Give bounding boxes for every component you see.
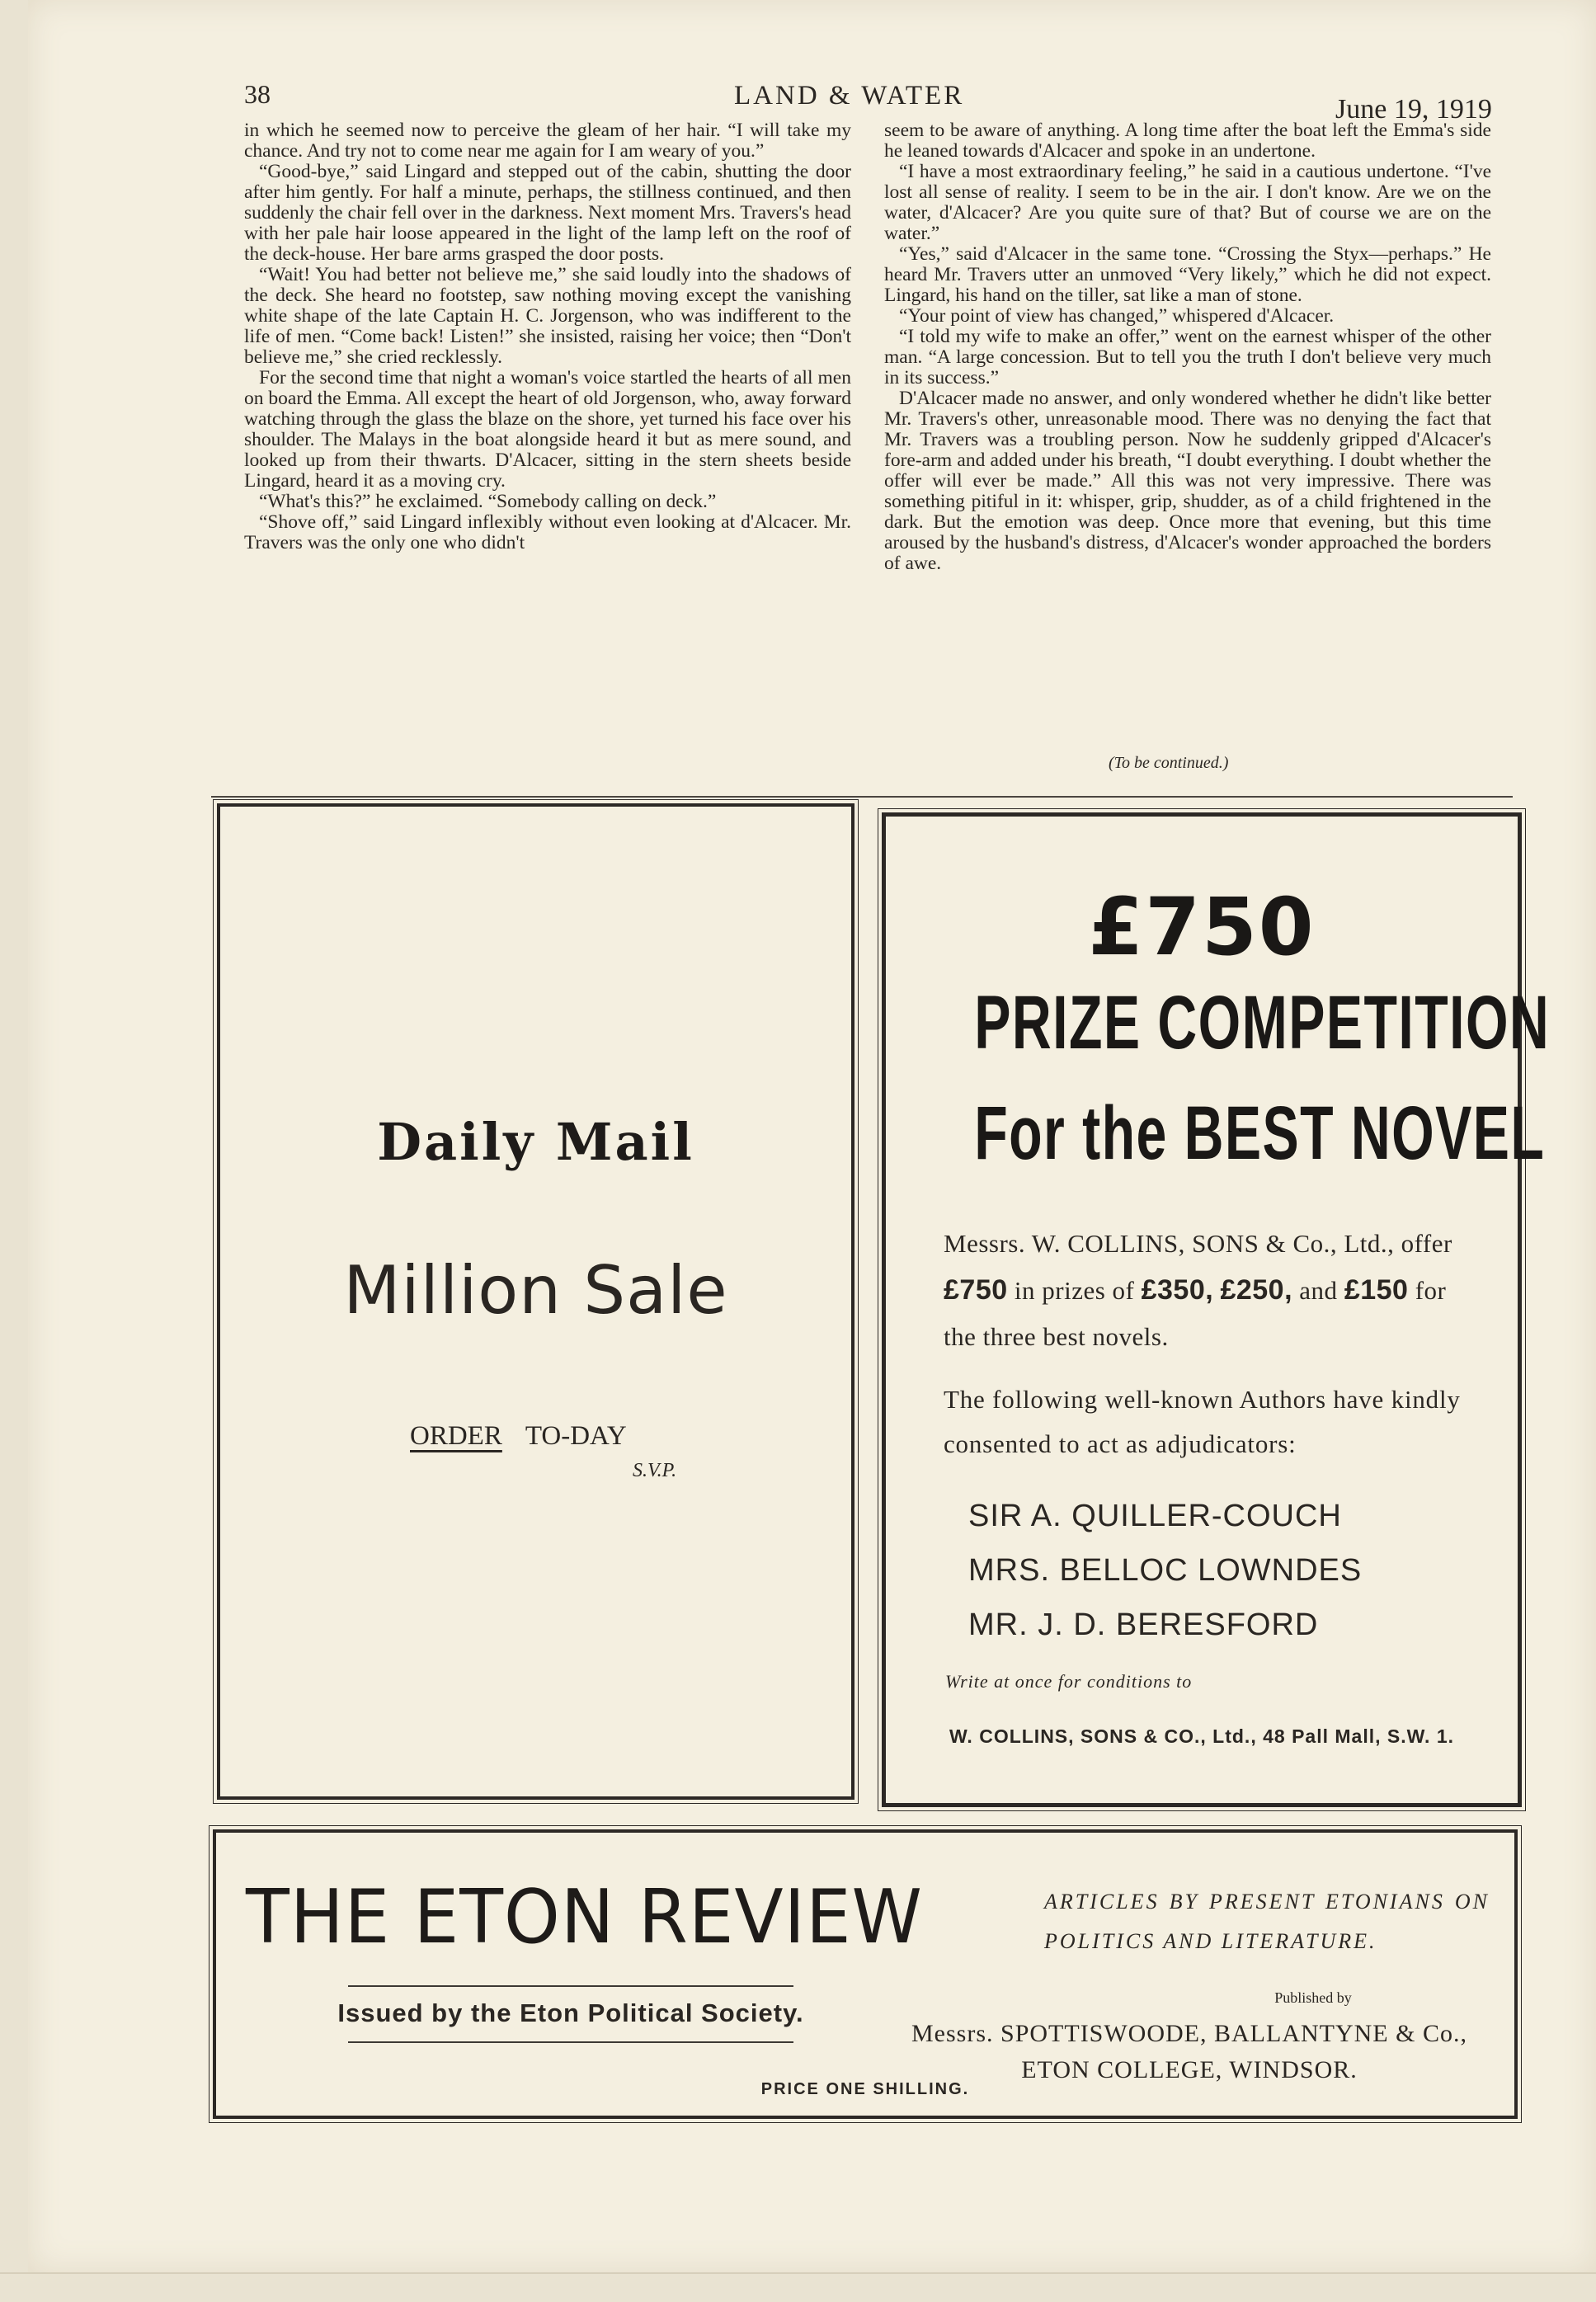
story-paragraph: “What's this?” he exclaimed. “Somebody calling on deck.” [259, 491, 717, 512]
million-sale-headline: Million Sale [343, 1252, 728, 1329]
story-paragraph: in which he seemed now to perceive the gleam of her hair. “I will take my chance. And try not to come near me again for I am weary of you.” [244, 120, 851, 162]
offer-lead: Messrs. W. COLLINS, SONS & Co., Ltd., offer [944, 1229, 1452, 1258]
story-paragraph: seem to be aware of anything. A long time after the boat left the Emma's side he leaned towards d'Alcacer and spoke in an undertone. [884, 120, 1491, 162]
page-bottom-edge [0, 2272, 1596, 2302]
daily-mail-masthead: Daily Mail [377, 1112, 694, 1172]
prize-first: £350, [1141, 1274, 1214, 1306]
page-binding-edge [0, 0, 30, 2300]
prize-offer-text [944, 1221, 1471, 1360]
svp-note: S.V.P. [633, 1460, 677, 1481]
offer-tail: for the three best novels. [944, 1276, 1447, 1351]
best-novel-subhead: For the BEST NOVEL [974, 1091, 1546, 1175]
today-word: TO-DAY [525, 1421, 627, 1451]
story-paragraph: “I told my wife to make an offer,” went on the earnest whisper of the other man. “A large concession. But to tell you the truth I don't believe very much in its success.” [884, 326, 1491, 388]
eton-review-title: THE ETON REVIEW [246, 1874, 923, 1961]
publisher-block [876, 2016, 1503, 2088]
story-paragraph: “Yes,” said d'Alcacer in the same tone. “Crossing the Styx—perhaps.” He heard Mr. Travers utter an unmoved “Very likely,” which he did not expect. Lingard, his hand on the tiller, sat like a man of stone. [884, 243, 1491, 306]
collins-prize-advertisement [882, 812, 1551, 1807]
page-number: 38 [244, 79, 271, 109]
story-paragraph: “I have a most extraordinary feeling,” he said in a cautious undertone. “I've lost all sense of reality. I seem to be in the air. I don't know. Are we on the water, d'Alcacer? Are you quite sure of that? But of course we are on the water.” [884, 161, 1491, 244]
story-paragraph: “Shove off,” said Lingard inflexibly without even looking at d'Alcacer. Mr. Travers was the only one who didn't [244, 511, 851, 553]
offer-mid: in prizes of [1014, 1276, 1135, 1305]
rule-above [348, 1985, 793, 1987]
running-title: LAND & WATER [734, 81, 965, 111]
story-paragraph: “Your point of view has changed,” whispered d'Alcacer. [899, 305, 1335, 327]
publisher-address: ETON COLLEGE, WINDSOR. [1021, 2056, 1358, 2083]
adjudicator-name: SIR A. QUILLER-COUCH [968, 1499, 1342, 1533]
adjudicator-list [968, 1489, 1496, 1652]
adjudicators-intro: The following well-known Authors have kindly consented to act as adjudicators: [944, 1385, 1461, 1458]
prize-competition-headline: PRIZE COMPETITION [974, 981, 1551, 1065]
daily-mail-advertisement [217, 803, 854, 1800]
to-be-continued-note: (To be continued.) [1109, 754, 1229, 772]
published-by-label: Published by [1274, 1989, 1352, 2006]
offer-and: and [1299, 1276, 1338, 1305]
eton-review-advertisement [213, 1829, 1518, 2119]
order-word: ORDER [410, 1421, 502, 1451]
write-for-conditions: Write at once for conditions to [945, 1671, 1193, 1692]
story-paragraph: D'Alcacer made no answer, and only wondered whether he didn't like better Mr. Travers's other, unreasonable mood. There was no denying the fact that Mr. Travers was a troubling person. Now he suddenly gripped d'Alcacer's fore-arm and added under his breath, “I doubt everything. I doubt whether the offer will ever be made.” All this was not very impressive. There was something pitiful in it: whisper, grip, shudder, as of a child frightened in the dark. But the emotion was deep. Once more that evening, but this time aroused by the husband's distress, d'Alcacer's wonder approached the borders of awe. [884, 388, 1491, 574]
order-today-line [410, 1421, 627, 1452]
collins-address: W. COLLINS, SONS & CO., Ltd., 48 Pall Mall, S.W. 1. [949, 1725, 1455, 1747]
section-divider [211, 796, 1513, 798]
offer-total: £750 [944, 1274, 1008, 1306]
issued-by-block [323, 1985, 818, 2043]
story-paragraph: For the second time that night a woman's voice startled the hearts of all men on board the Emma. All except the heart of old Jorgenson, who, away forward watching through the glass the blaze on the shore, yet turned his face over his shoulder. The Malays in the boat alongside heard it but as mere sound, and looked up from their thwarts. D'Alcacer, sitting in the stern sheets beside Lingard, heard it as a moving cry. [244, 367, 851, 492]
issue-date: June 19, 1919 [1335, 94, 1492, 125]
prize-amount: £750 [1088, 881, 1316, 973]
adjudicator-name: MRS. BELLOC LOWNDES [968, 1553, 1363, 1588]
publisher-name: Messrs. SPOTTISWOODE, BALLANTYNE & Co., [911, 2020, 1467, 2047]
story-column-right [884, 120, 1491, 780]
magazine-page [28, 0, 1596, 2272]
story-column-left [244, 120, 851, 780]
story-paragraph: “Good-bye,” said Lingard and stepped out of the cabin, shutting the door after him gently. For half a minute, perhaps, the stillness continued, and then suddenly the chair fell over in the darkness. Next moment Mrs. Travers's head with her pale hair loose appeared in the light of the lamp left on the roof of the deck-house. Her bare arms grasped the door posts. [244, 161, 851, 265]
issued-by-text: Issued by the Eton Political Society. [337, 1998, 804, 2027]
price-line: PRICE ONE SHILLING. [760, 2080, 970, 2098]
prize-third: £150 [1344, 1274, 1409, 1306]
prize-second: £250, [1220, 1274, 1293, 1306]
story-paragraph: “Wait! You had better not believe me,” she said loudly into the shadows of the deck. She heard no footstep, saw nothing moving except the vanishing white shape of the late Captain H. C. Jorgenson, who was indifferent to the life of men. “Come back! Listen!” she insisted, raising her voice; then “Don't believe me,” she cried recklessly. [244, 264, 851, 368]
rule-below [348, 2041, 793, 2043]
adjudicator-name: MR. J. D. BERESFORD [968, 1608, 1319, 1642]
eton-review-tagline: ARTICLES BY PRESENT ETONIANS ON POLITICS AND LITERATURE. [1044, 1890, 1490, 1953]
